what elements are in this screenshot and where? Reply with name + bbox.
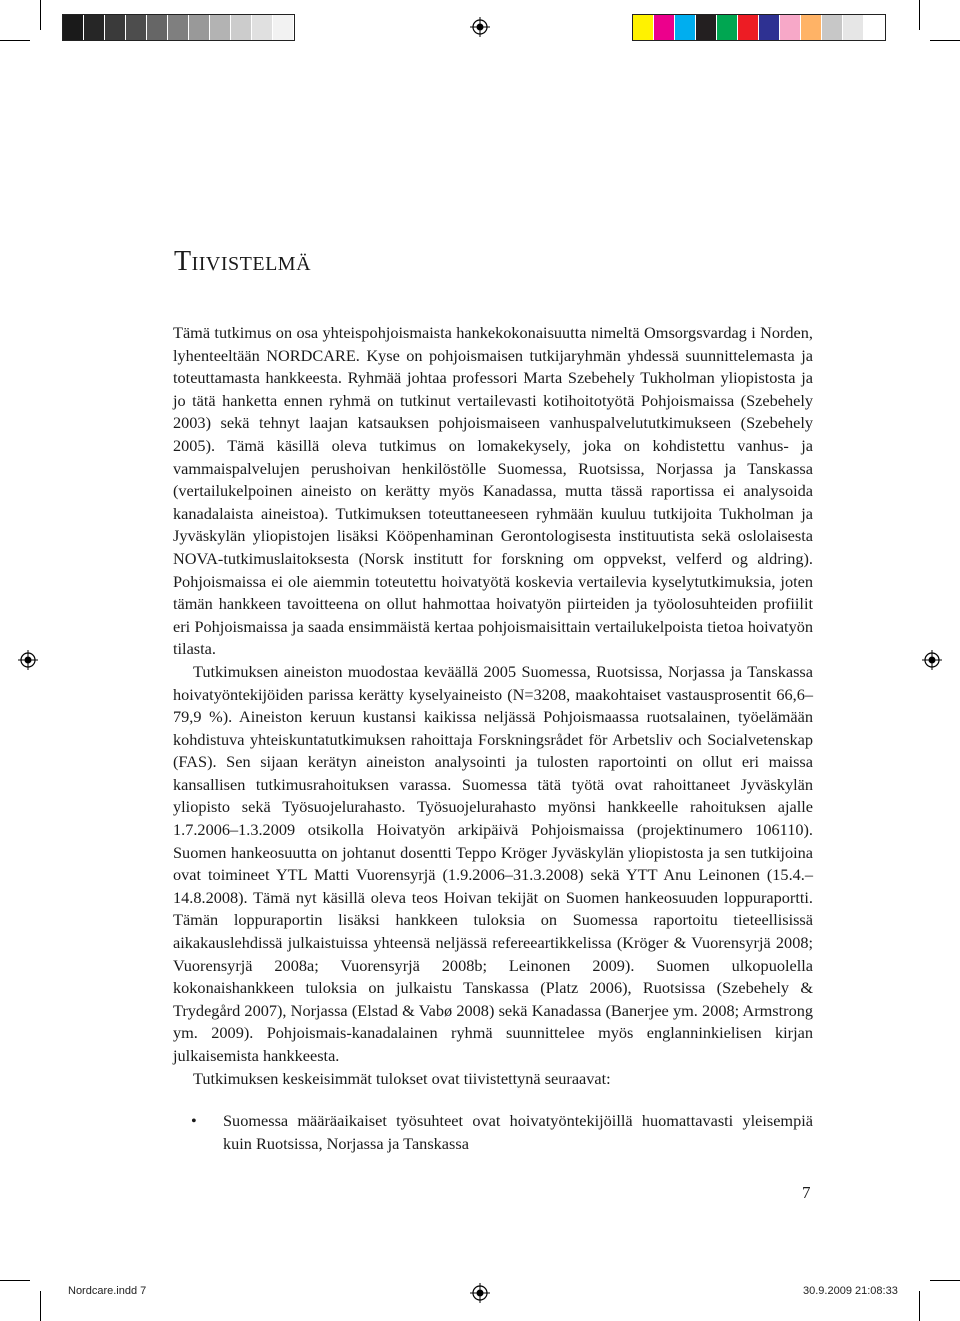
crop-mark (40, 0, 41, 30)
crop-mark (0, 40, 30, 41)
page-title: Tiivistelmä (174, 246, 312, 277)
crop-mark (40, 1291, 41, 1321)
cmyk-color-bar (632, 14, 886, 41)
list-item (173, 1110, 813, 1155)
paragraph: Tutkimuksen aineiston muodostaa keväällä 2005 Suomessa, Ruotsissa, Norjassa ja Tanskassa hoivatyöntekijöiden parissa kerätty kyselyaineisto (N=3208, maakohtaiset vastausprosentit 66,6–79,9 %). Aineiston keruun kustansi kaikissa neljässä Pohjoismaassa ruotsalainen, työelämään kohdistuva yhteiskuntatutkimuksen rahoittaja Forskningsrådet för Arbetsliv och Socialvetenskap (FAS). Sen sijaan kerätyn aineiston analysointi ja tulosten raportointi on ollut eri maissa kansallisen tutkimusrahoituksen varassa. Suomessa tätä työtä ovat rahoittaneet Jyväskylän yliopisto sekä Työsuojelurahasto. Työsuojelurahasto myönsi hankkeelle rahoituksen ajalle 1.7.2006–1.3.2009 otsikolla Hoivatyön arkipäivä Pohjoismaissa (projektinumero 106110). Suomen hankeosuutta on johtanut dosentti Teppo Kröger Jyväskylän yliopistosta ja sen tutkijoina ovat toimineet YTL Matti Vuorensyrjä (1.9.2006–31.3.2008) sekä YTT Anu Leinonen (15.4.–14.8.2008). Tämä nyt käsillä oleva teos Hoivan tekijät on Suomen hankeosuuden loppuraportti. Tämän loppuraportin lisäksi hankkeen tuloksia on Suomessa raportoitu tieteellisissä aikakauslehdissä julkaistuissa yhteensä neljässä refereeartikkelissa (Kröger & Vuorensyrjä 2008; Vuorensyrjä 2008a; Vuorensyrjä 2008b; Leinonen 2009). Suomen ulkopuolella kokonaishankkeen tuloksia on julkaistu Tanskassa (Platz 2006), Ruotsissa (Szebehely & Trydegård 2007), Norjassa (Elstad & Vabø 2008) sekä Kanadassa (Banerjee ym. 2008; Armstrong ym. 2009). Pohjoismais-kanadalainen ryhmä suunnittelee myös englanninkielisen kirjan julkaisemista hankkeesta. (173, 661, 813, 1065)
color-swatch (696, 15, 717, 40)
body-text (173, 322, 813, 1155)
results-list (173, 1110, 813, 1155)
color-swatch (63, 15, 84, 40)
registration-mark-icon (18, 650, 38, 670)
registration-mark-icon (470, 1283, 490, 1303)
color-swatch (864, 15, 885, 40)
registration-mark-icon (470, 17, 490, 37)
crop-mark (930, 40, 960, 41)
color-swatch (147, 15, 168, 40)
crop-mark (919, 1291, 920, 1321)
color-swatch (273, 15, 294, 40)
color-swatch (759, 15, 780, 40)
color-swatch (126, 15, 147, 40)
page-number: 7 (802, 1183, 811, 1202)
color-swatch (822, 15, 843, 40)
color-swatch (675, 15, 696, 40)
crop-mark (930, 1280, 960, 1281)
paragraph: Tutkimuksen keskeisimmät tulokset ovat tiivistettynä seuraavat: (193, 1068, 611, 1088)
footer-file-name: Nordcare.indd 7 (68, 1285, 147, 1297)
color-swatch (210, 15, 231, 40)
color-swatch (633, 15, 654, 40)
color-swatch (231, 15, 252, 40)
crop-mark (0, 1280, 30, 1281)
color-swatch (717, 15, 738, 40)
list-item-text: Suomessa määräaikaiset työsuhteet ovat hoivatyöntekijöillä huomattavasti yleisempiä kuin Ruotsissa, Norjassa ja Tanskassa (223, 1111, 813, 1153)
grayscale-color-bar (62, 14, 295, 41)
color-swatch (84, 15, 105, 40)
color-swatch (252, 15, 273, 40)
color-swatch (654, 15, 675, 40)
color-swatch (843, 15, 864, 40)
color-swatch (189, 15, 210, 40)
color-swatch (780, 15, 801, 40)
bullet-symbol: • (191, 1111, 197, 1131)
crop-mark (919, 0, 920, 30)
footer-timestamp: 30.9.2009 21:08:33 (803, 1285, 898, 1297)
color-swatch (105, 15, 126, 40)
color-swatch (801, 15, 822, 40)
color-swatch (738, 15, 759, 40)
paragraph: Tämä tutkimus on osa yhteispohjoismaista hankekokonaisuutta nimeltä Omsorgsvardag i Norden, lyhenteeltään NORDCARE. Kyse on pohjoismaisen tutkijaryhmän yhdessä suunnittelemasta ja toteuttamasta hankkeesta. Ryhmää johtaa professori Marta Szebehely Tukholman yliopistosta ja jo tätä hanketta ennen ryhmä on tutkinut vertailevasti kotihoitotyötä Pohjoismaissa (Szebehely 2003) sekä tehnyt laajan katsauksen pohjoismaiseen vanhuspalvelututkimukseen (Szebehely 2005). Tämä käsillä oleva tutkimus on lomakekysely, joka on kohdistettu vanhus- ja vammaispalvelujen perushoivan henkilöstölle Suomessa, Ruotsissa, Norjassa ja Tanskassa (vertailukelpoinen aineisto on kerätty myös Kanadassa, mutta tässä raportissa ei analysoida kanadalaista aineistoa). Tutkimuksen toteuttaneeseen ryhmään kuuluu tutkijoita Tukholman ja Jyväskylän yliopistojen lisäksi Kööpenhaminan Gerontologisesta instituutista sekä oslolaisesta NOVA-tutkimuslaitoksesta (Norsk institutt for forskning om oppvekst, velferd og aldring). Pohjoismaissa ei ole aiemmin toteutettu hoivatyötä koskevia vertailevia kyselytutkimuksia, joten tämän hankkeen tavoitteena on ollut hahmottaa hoivatyön piirteiden ja työolosuhteiden profiilit eri Pohjoismaissa ja saada ensimmäistä kertaa pohjoismaisittain vertailukelpoista tietoa hoivatyön tilasta. (173, 323, 813, 659)
registration-mark-icon (922, 650, 942, 670)
color-swatch (168, 15, 189, 40)
